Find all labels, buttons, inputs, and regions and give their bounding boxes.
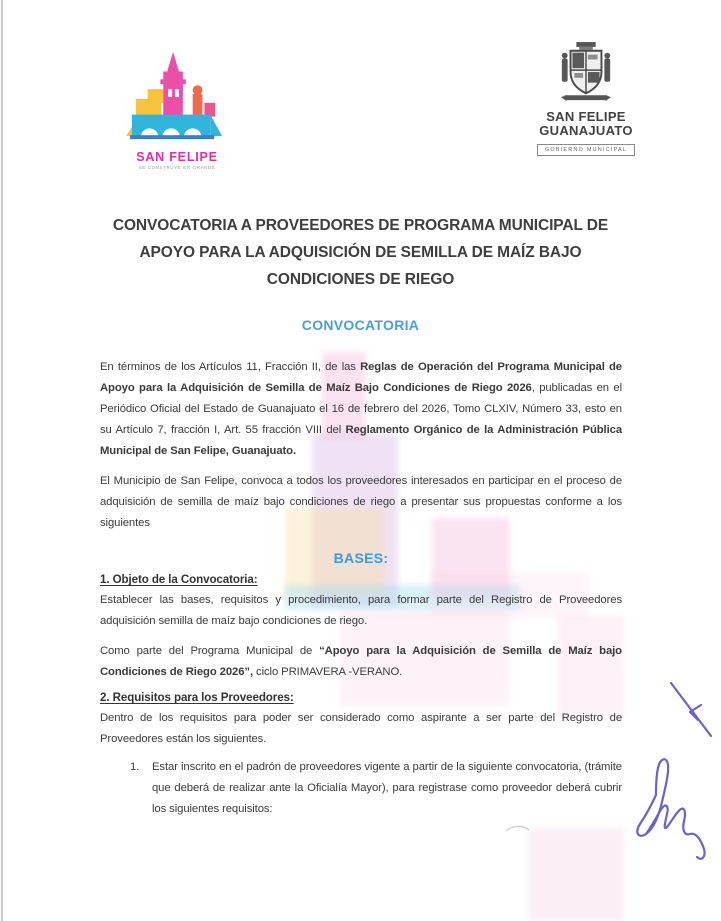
pen-arrow-barb <box>690 705 701 712</box>
watermark-shape <box>528 828 624 921</box>
document-title <box>30 212 691 293</box>
bases-heading: BASES: <box>333 550 389 566</box>
title-line: CONVOCATORIA A PROVEEDORES DE PROGRAMA MUNICIPAL DE <box>112 217 609 234</box>
pen-signature <box>637 759 668 836</box>
pen-arrow-barb <box>690 712 698 720</box>
scan-edge-line <box>1 0 3 921</box>
san-felipe-city-logo <box>116 46 238 170</box>
section-2-paragraph-1: Dentro de los requisitos para poder ser considerado como aspirante a ser parte del Registro de Proveedores están los siguientes. <box>100 712 622 745</box>
intro-paragraph-2: El Municipio de San Felipe, convoca a todos los proveedores interesados en participar en el proceso de adquisición de semilla de maíz bajo condiciones de riego a presentar sus propuestas conforme a los siguientes <box>100 475 622 529</box>
crest-subtitle-box: GOBIERNO MUNICIPAL <box>537 144 635 156</box>
section-1-paragraph-2: Como parte del Programa Municipal de “Apoyo para la Adquisición de Semilla de Maíz bajo Condiciones de Riego 2026”, ciclo PRIMAVERA -VERANO. <box>100 645 622 678</box>
list-item-text: Estar inscrito en el padrón de proveedores vigente a partir de la siguiente convocatoria, (trámite que deberá de realizar ante la Oficialía Mayor), para registrase como proveedor deberá cubrir los siguientes requisitos: <box>152 761 622 815</box>
municipal-crest-logo <box>533 41 639 156</box>
title-line: CONDICIONES DE RIEGO <box>266 271 455 288</box>
pen-arrow <box>671 683 711 736</box>
pen-signature <box>646 806 705 859</box>
coat-of-arms-icon <box>557 92 615 109</box>
intro-paragraph-1: En términos de los Artículos 11, Fracción II, de las Reglas de Operación del Programa Municipal de Apoyo para la Adquisición de Semilla de Maíz Bajo Condiciones de Riego 2026, publicadas en el Periódico Oficial del Estado de Guanajuato el 16 de febrero del 2026, Tomo CLXIV, Número 33, esto en su Artículo 7, fracción I, Art. 55 fracción VIII del Reglamento Orgánico de la Administración Pública Municipal de San Felipe, Guanajuato. <box>100 361 622 457</box>
crest-name-line1: SAN FELIPE <box>546 109 626 124</box>
city-logo-wordmark: SAN FELIPE <box>136 150 218 164</box>
section-1-heading: 1. Objeto de la Convocatoria: <box>100 573 258 586</box>
list-item-number: 1. <box>130 761 140 773</box>
document-body <box>100 357 622 820</box>
pencil-smudge <box>506 826 529 831</box>
convocatoria-heading: CONVOCATORIA <box>301 317 420 333</box>
numbered-list-item <box>100 757 622 820</box>
crest-name-line2: GUANAJUATO <box>539 123 633 138</box>
section-2-heading: 2. Requisitos para los Proveedores: <box>100 691 294 704</box>
section-1-paragraph-1: Establecer las bases, requisitos y procedimiento, para formar parte del Registro de Proveedores adquisición semilla de maíz bajo condiciones de riego. <box>100 594 622 627</box>
title-line: APOYO PARA LA ADQUISICIÓN DE SEMILLA DE MAÍZ BAJO <box>139 244 582 261</box>
city-skyline-icon <box>118 131 236 148</box>
city-logo-tagline: SE CONSTRUYE EN GRANDE <box>138 165 216 170</box>
